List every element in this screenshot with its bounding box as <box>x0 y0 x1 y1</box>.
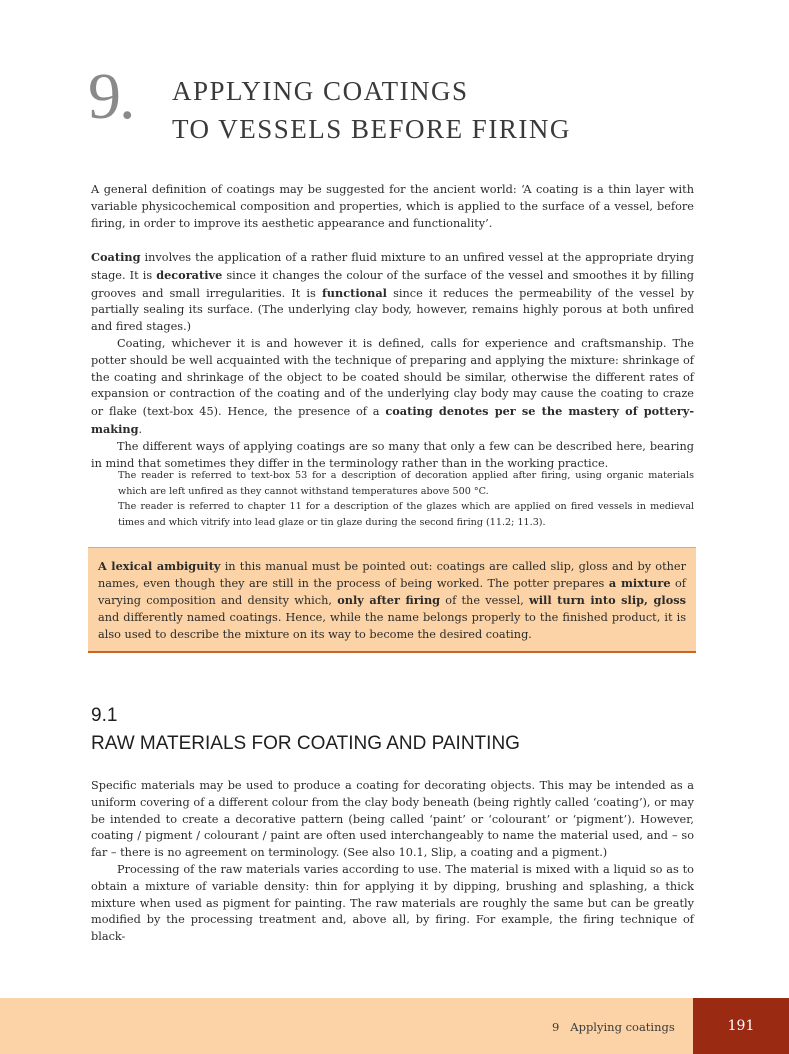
callout-term-1: A lexical ambiguity <box>98 559 221 573</box>
intro-paragraph <box>91 182 694 232</box>
body-paragraphs <box>91 249 694 472</box>
page-number: 191 <box>727 1018 755 1034</box>
section-paragraph-2: Processing of the raw materials varies according to use. The material is mixed with a liquid so as to obtain a mixture of variable density: thin for applying it by dipping, brushing and splashing, a thick mixture when used as pigment for painting. The raw materials are roughly the same but can be greatly modified by the processing treatment and, above all, by firing. For example, the firing technique of black- <box>91 862 694 944</box>
coating-text-3: since it reduces the permeability of the vessel by partially sealing its surface. (The underlying clay body, however, remains highly porous at both unfired and fired stages.) <box>91 286 695 334</box>
chapter-title-line2: TO VESSELS BEFORE FIRING <box>172 114 571 144</box>
craft-text-1: Coating, whichever it is and however it is defined, calls for experience and craftsmanship. The potter should be well acquainted with the technique of preparing and applying the mixture: shrinkage of the coating and shrinkage of the object to be coated should be similar, otherwise the different rates of expansion or contraction of the coating and of the underlying clay body may cause the coating to craze or flake (text-box 45). Hence, the presence of a <box>91 336 694 419</box>
section-paragraph-1: Specific materials may be used to produce a coating for decorating objects. This may be intended as a uniform covering of a different colour from the clay body beneath (being rightly called ‘coating’), or may be intended to create a decorative pattern (being called ‘paint’ or ‘colourant’ or ‘pigment’). However, coating / pigment / colourant / paint are often used interchangeably to name the material used, and – so far – there is no agreement on terminology. (See also 10.1, Slip, a coating and a pigment.) <box>91 779 694 860</box>
notes <box>118 468 694 530</box>
callout-text-3: of the vessel, <box>440 594 530 607</box>
ways-paragraph: The different ways of applying coatings are so many that only a few can be described here, bearing in mind that sometimes they differ in the terminology rather than in the working practice. <box>91 439 694 470</box>
callout-text-1: in this manual must be pointed out: coatings are called slip, gloss and by other names, even though they are still in the process of being worked. The potter prepares <box>98 560 686 590</box>
page-footer <box>0 998 789 1054</box>
term-coating: Coating <box>91 250 141 264</box>
callout-text-2: of varying composition and density which, <box>98 577 686 607</box>
note-1: The reader is referred to text-box 53 for a description of decoration applied after firing, using organic materials which are left unfired as they cannot withstand temperatures above 500 °C. <box>118 470 694 497</box>
callout-term-2: a mixture <box>608 576 671 590</box>
intro-text: A general definition of coatings may be suggested for the ancient world: ‘A coating is a thin layer with variable physicochemical composition and properties, which is applied to the surface of a vessel, before firing, in order to improve its aesthetic appearance and functionality’. <box>91 183 694 230</box>
callout-term-4: will turn into slip, gloss <box>529 593 686 607</box>
term-functional: functional <box>321 285 387 300</box>
term-mastery: coating denotes per se the mastery of pottery-making <box>91 404 695 436</box>
lexical-ambiguity-callout <box>88 547 696 653</box>
coating-text-1: involves the application of a rather fluid mixture to an unfired vessel at the appropriate drying stage. It is <box>91 251 694 282</box>
chapter-number: 9. <box>88 60 134 133</box>
section-title: RAW MATERIALS FOR COATING AND PAINTING <box>91 733 520 754</box>
coating-paragraph <box>91 249 694 336</box>
page-number-box <box>693 998 789 1054</box>
note-2: The reader is referred to chapter 11 for a description of the glazes which are applied on fired vessels in medieval times and which vitrify into lead glaze or tin glaze during the second firing (11.2; 11.3). <box>118 501 694 528</box>
chapter-title <box>172 72 571 148</box>
craftsmanship-paragraph <box>91 336 694 439</box>
section-body <box>91 778 694 946</box>
chapter-title-line1: APPLYING COATINGS <box>172 76 469 106</box>
callout-text-4: and differently named coatings. Hence, while the name belongs properly to the finished product, it is also used to describe the mixture on its way to become the desired coating. <box>98 611 686 641</box>
callout-term-3: only after firing <box>337 593 441 607</box>
footer-chapter-label: 9 Applying coatings <box>552 1020 675 1034</box>
coating-text-2: since it changes the colour of the surface of the vessel and smoothes it by filling grooves and small irregularities. It is <box>91 268 694 300</box>
section-number: 9.1 <box>91 705 118 726</box>
craft-text-2: . <box>138 422 143 436</box>
term-decorative: decorative <box>156 267 223 282</box>
